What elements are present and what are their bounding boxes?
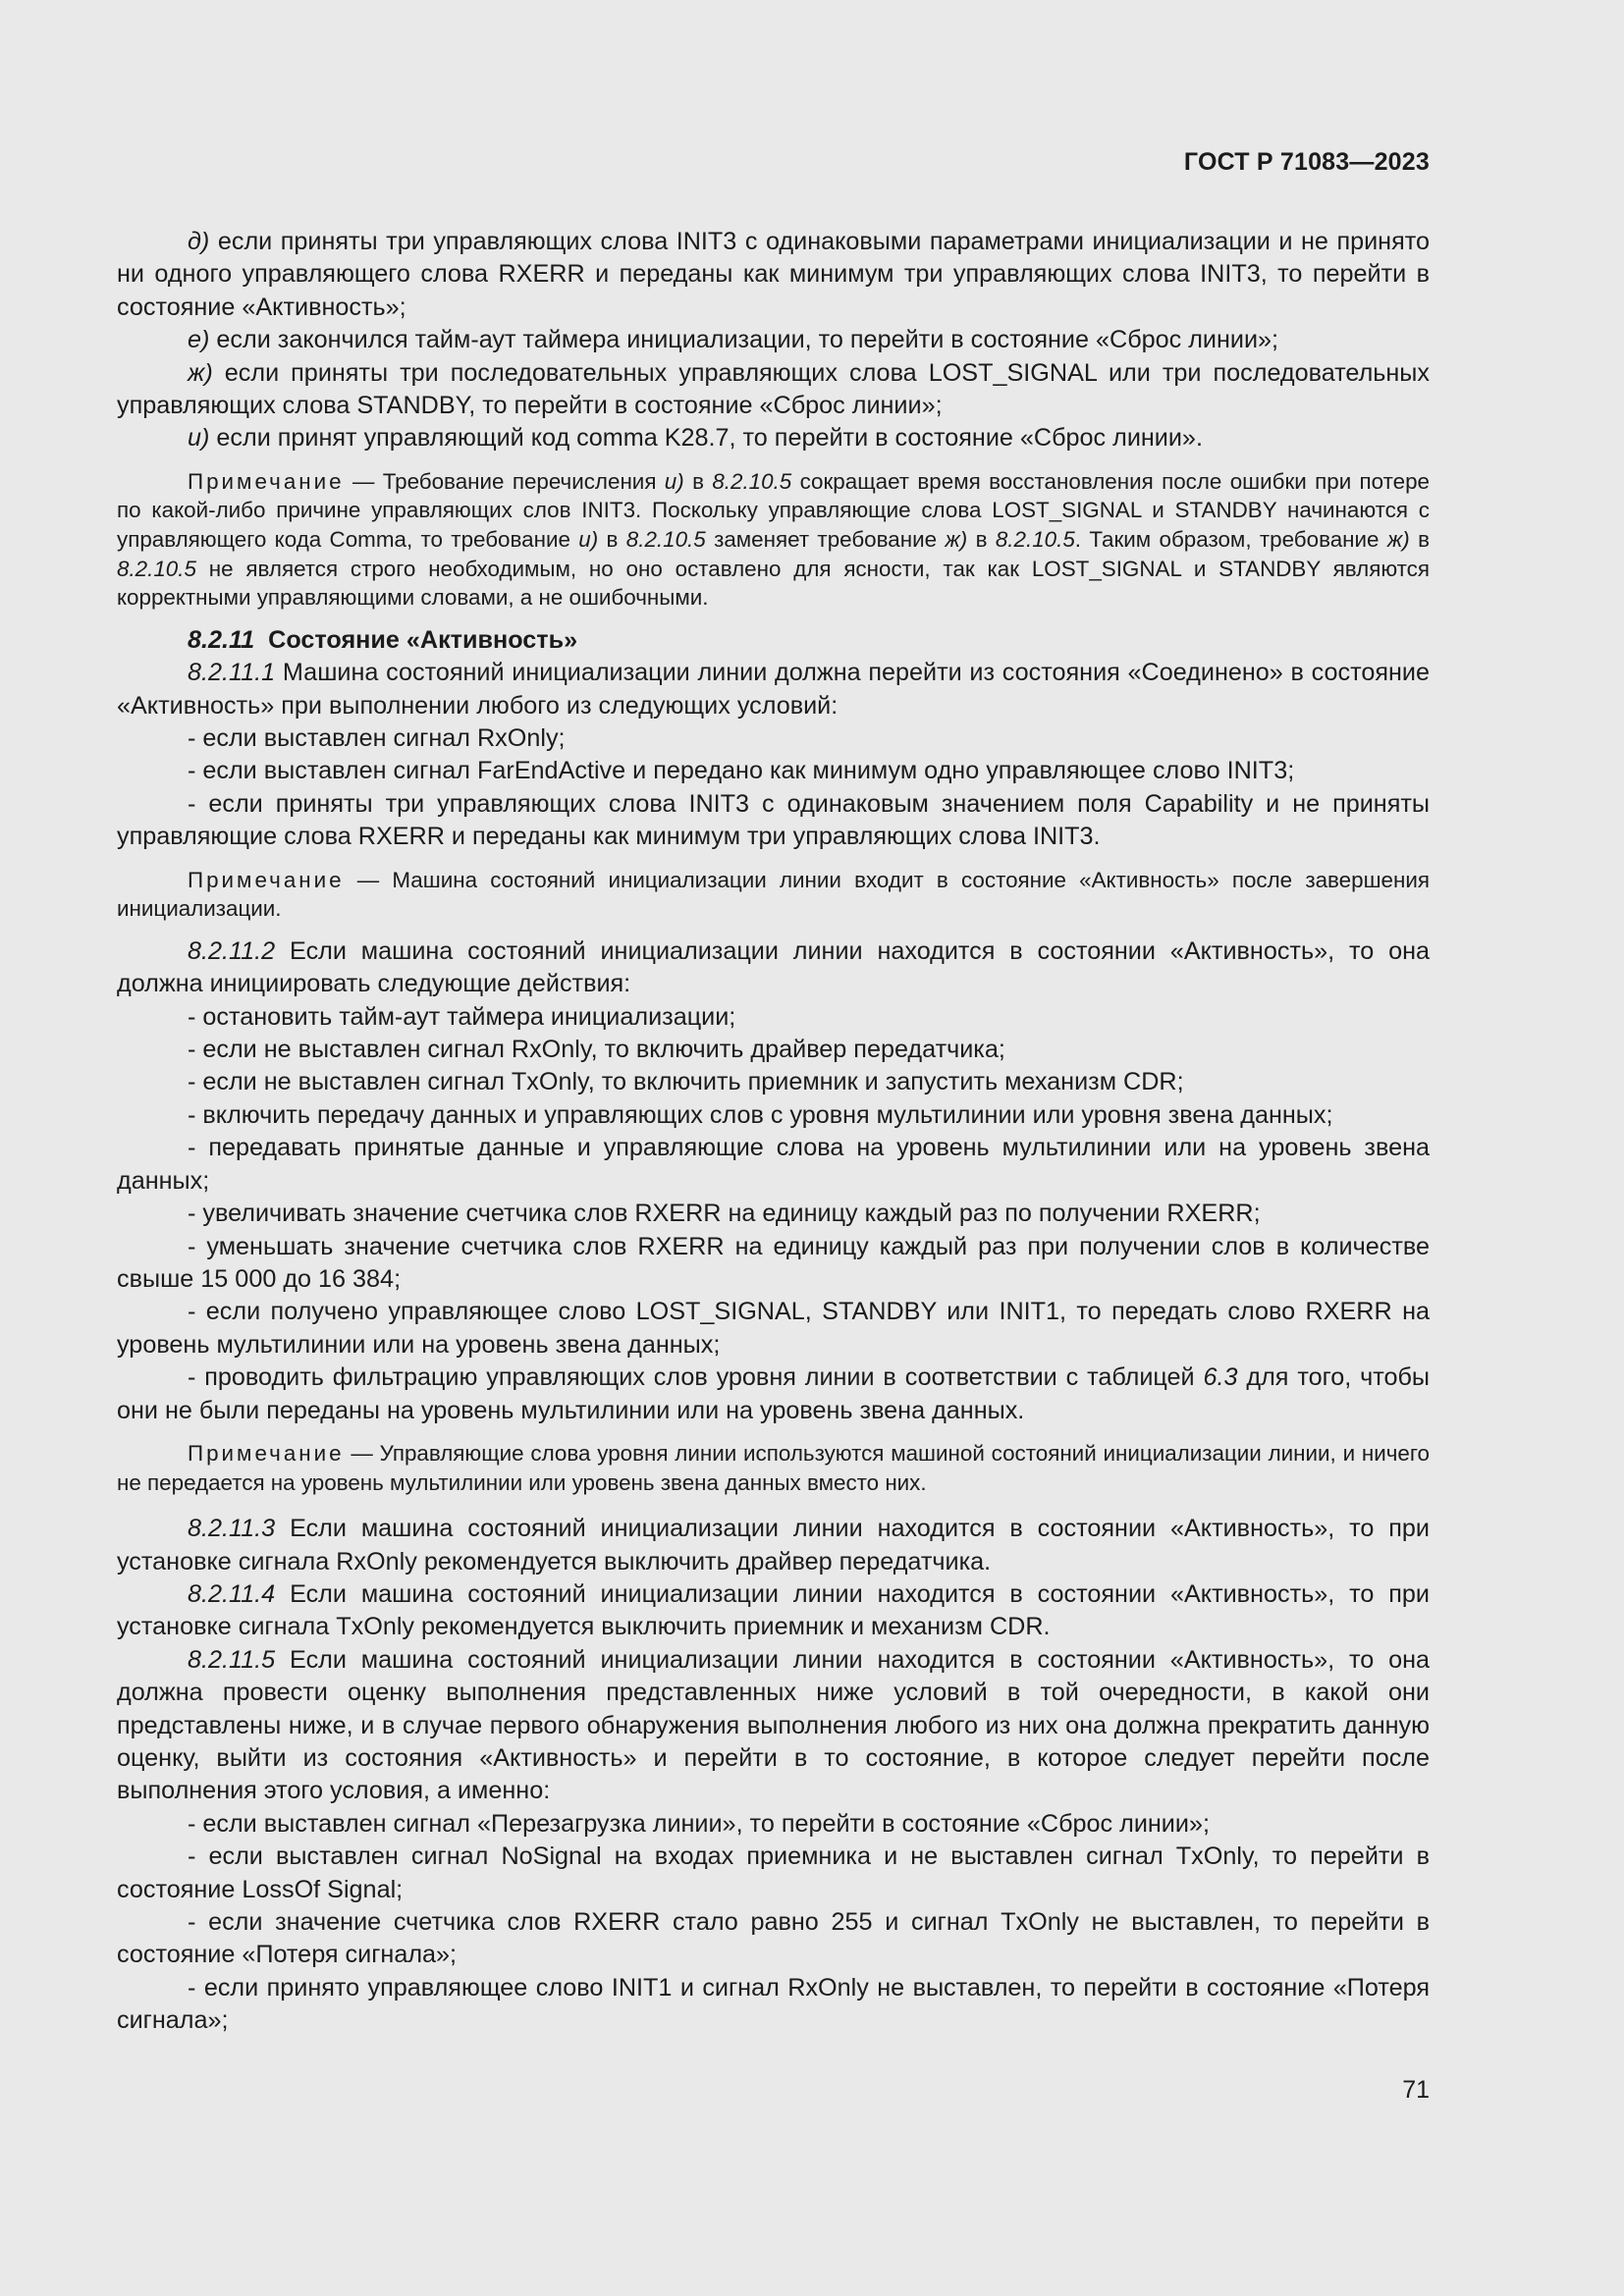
list-item: - если приняты три управляющих слова INIT3 с одинаковым значением поля Capability и не приняты управляющие слова RXERR и переданы как минимум три управляющих слова INIT3. [117, 789, 1430, 851]
list-item: - включить передачу данных и управляющих слов с уровня мультилинии или уровня звена данных; [188, 1100, 1333, 1129]
list-item: - остановить тайм-аут таймера инициализации; [188, 1002, 736, 1031]
note-2: Примечание — Машина состояний инициализации линии входит в состояние «Активность» после завершения инициализации. [117, 867, 1430, 922]
section-heading: 8.2.11 Состояние «Активность» [188, 625, 578, 654]
list-item: - если не выставлен сигнал RxOnly, то включить драйвер передатчика; [188, 1036, 1005, 1064]
list-item: - если значение счетчика слов RXERR стало равно 255 и сигнал TxOnly не выставлен, то перейти в состояние «Потеря сигнала»; [117, 1908, 1430, 1969]
list-item: - если выставлен сигнал RxOnly; [188, 724, 566, 753]
note-3: Примечание — Управляющие слова уровня линии используются машиной состояний инициализации линии, и ничего не передается на уровень мультилинии или уровень звена данных вместо них. [117, 1440, 1430, 1495]
list-item: - если выставлен сигнал NoSignal на входах приемника и не выставлен сигнал TxOnly, то перейти в состояние LossOf Signal; [117, 1842, 1430, 1903]
list-item: - если выставлен сигнал «Перезагрузка линии», то перейти в состояние «Сброс линии»; [188, 1809, 1210, 1838]
list-item: - если выставлен сигнал FarEndActive и передано как минимум одно управляющее слово INIT3; [188, 757, 1295, 785]
note-1: Примечание — Требование перечисления и) в 8.2.10.5 сокращает время восстановления после ошибки при потере по какой-либо причине управляющих слов INIT3. Поскольку управляющие слова LOST_SIGNAL и STANDBY начинаются с управляющего кода Comma, то требование и) в 8.2.10.5 заменяет требование ж) в 8.2.10.5. Таким образом, требование ж) в 8.2.10.5 не является строго необходимым, но оно оставлено для ясности, так как LOST_SIGNAL и STANDBY являются корректными управляющими словами, а не ошибочными. [117, 468, 1430, 611]
list-item: ж) если приняты три последовательных управляющих слова LOST_SIGNAL или три последовательных управляющих слова STANDBY, то перейти в состояние «Сброс линии»; [117, 358, 1431, 420]
note-label: Примечание [188, 867, 345, 892]
list-item: - проводить фильтрацию управляющих слов уровня линии в соответствии с таблицей 6.3 для того, чтобы они не были переданы на уровень мультилинии или на уровень звена данных. [117, 1363, 1431, 1424]
standard-header: ГОСТ Р 71083—2023 [1183, 148, 1430, 176]
list-item: - уменьшать значение счетчика слов RXERR на единицу каждый раз при получении слов в количестве свыше 15 000 до 16 384; [117, 1232, 1430, 1293]
list-item: - если получено управляющее слово LOST_SIGNAL, STANDBY или INIT1, то передать слово RXERR на уровень мультилинии или на уровень звена данных; [117, 1298, 1430, 1359]
clause-8-2-11-3: 8.2.11.3 Если машина состояний инициализации линии находится в состоянии «Активность», то при установке сигнала RxOnly рекомендуется выключить драйвер передатчика. [117, 1515, 1430, 1575]
page-number: 71 [1402, 2076, 1430, 2104]
clause-8-2-11-1: 8.2.11.1 Машина состояний инициализации линии должна перейти из состояния «Соединено» в состояние «Активность» при выполнении любого из следующих условий: [117, 659, 1431, 720]
list-item: е) если закончился тайм-аут таймера инициализации, то перейти в состояние «Сброс линии»; [188, 326, 1279, 354]
note-label: Примечание [188, 468, 345, 494]
list-item: - передавать принятые данные и управляющие слова на уровень мультилинии или на уровень звена данных; [117, 1134, 1430, 1195]
clause-8-2-11-4: 8.2.11.4 Если машина состояний инициализации линии находится в состоянии «Активность», то при установке сигнала TxOnly рекомендуется выключить приемник и механизм CDR. [117, 1579, 1430, 1641]
page-body [117, 226, 1430, 2038]
list-item: - если не выставлен сигнал TxOnly, то включить приемник и запустить механизм CDR; [188, 1068, 1184, 1096]
list-item: - если принято управляющее слово INIT1 и сигнал RxOnly не выставлен, то перейти в состояние «Потеря сигнала»; [117, 1973, 1430, 2035]
clause-8-2-11-2: 8.2.11.2 Если машина состояний инициализации линии находится в состоянии «Активность», то она должна инициировать следующие действия: [117, 936, 1431, 998]
list-item: д) если приняты три управляющих слова INIT3 с одинаковыми параметрами инициализации и не принято ни одного управляющего слова RXERR и переданы как минимум три управляющих слова INIT3, то перейти в состояние «Активность»; [117, 228, 1430, 321]
list-item: и) если принят управляющий код comma K28.7, то перейти в состояние «Сброс линии». [188, 424, 1203, 453]
clause-8-2-11-5: 8.2.11.5 Если машина состояний инициализации линии находится в состоянии «Активность», то она должна провести оценку выполнения представленных ниже условий в той очередности, в какой они представлены ниже, и в случае первого обнаружения выполнения любого из них она должна прекратить данную оценку, выйти из состояния «Активность» и перейти в то состояние, в которое следует перейти после выполнения этого условия, а именно: [117, 1645, 1431, 1805]
list-item: - увеличивать значение счетчика слов RXERR на единицу каждый раз по получении RXERR; [188, 1200, 1261, 1228]
note-label: Примечание [188, 1440, 345, 1466]
